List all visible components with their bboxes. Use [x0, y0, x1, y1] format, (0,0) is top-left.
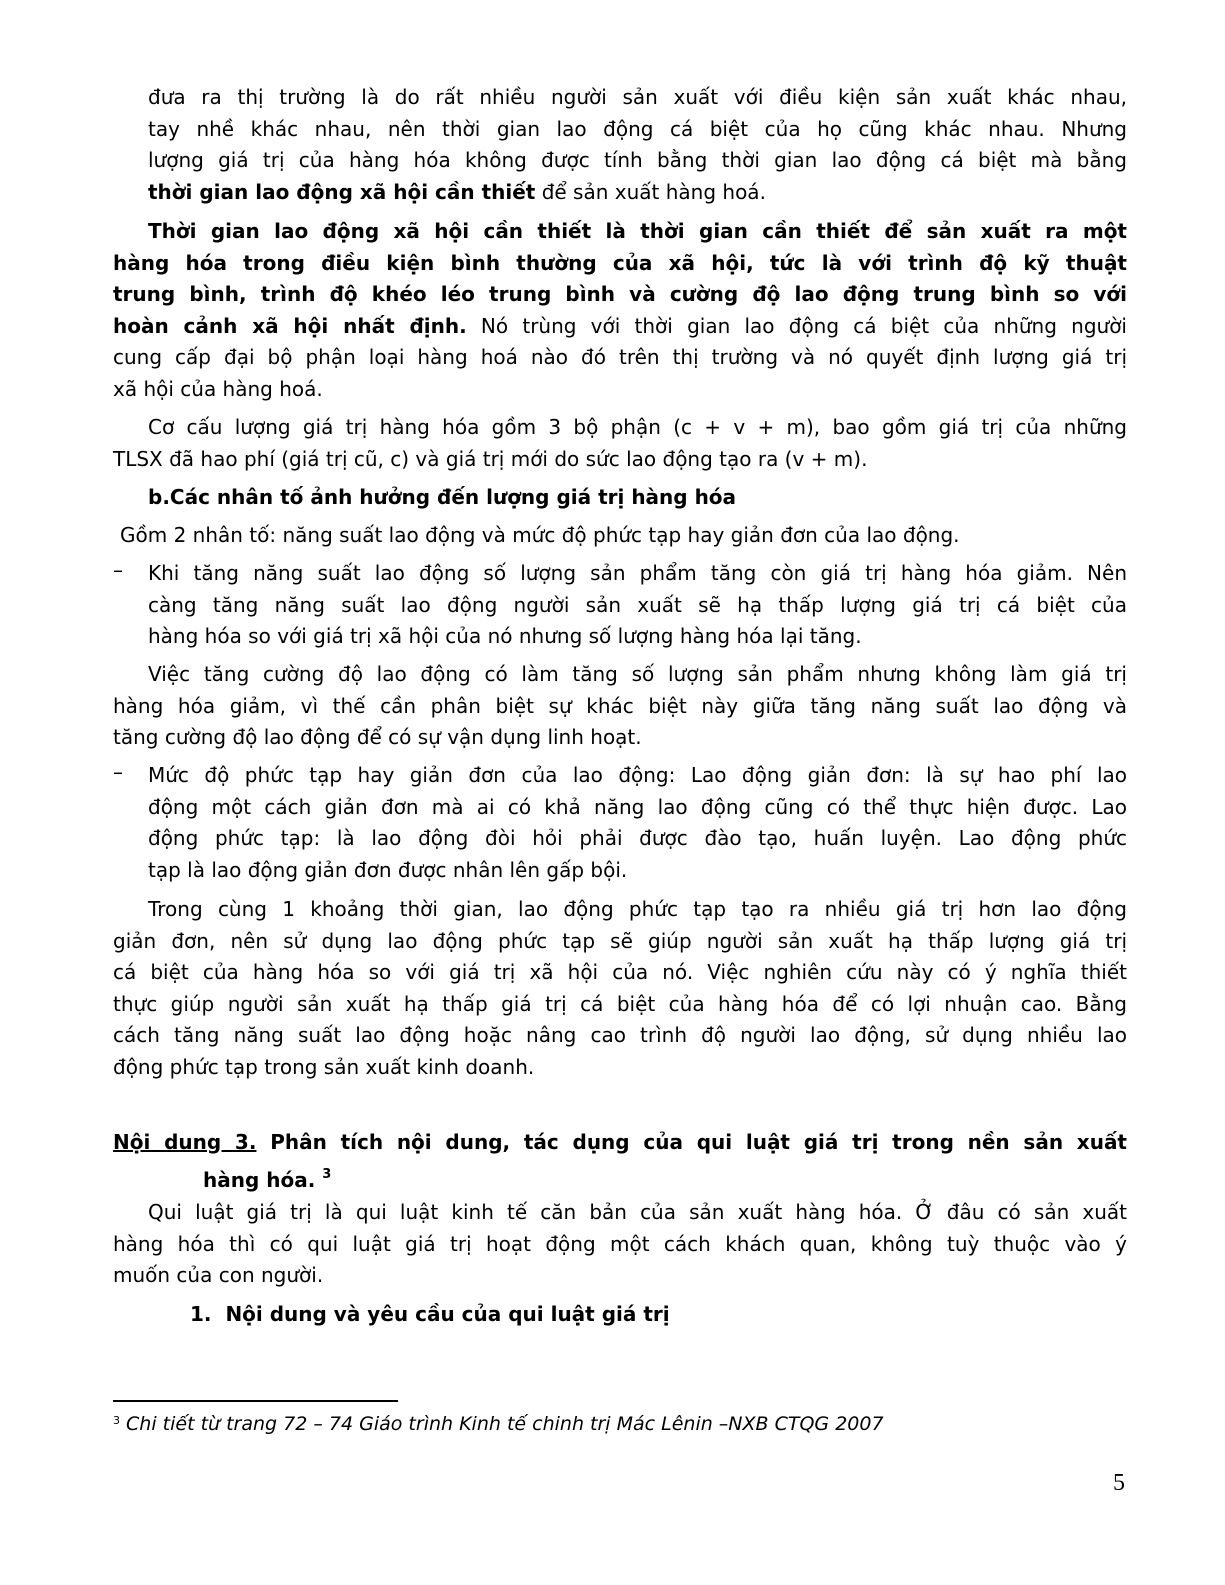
list-item-complexity [113, 760, 1127, 886]
paragraph-definition [113, 216, 1127, 406]
list-item-productivity [113, 558, 1127, 653]
footnote-text: Chi tiết từ trang 72 – 74 Giáo trình Kinh tế chinh trị Mác Lênin –NXB CTQG 2007 [120, 1413, 884, 1435]
text-line [113, 311, 1127, 343]
paragraph-structure [113, 412, 1127, 475]
section-label: Nội dung 3. [113, 1130, 257, 1154]
paragraph-1 [148, 82, 1127, 208]
text-span: Nó trùng với thời gian lao động cá biệt của những người [466, 313, 1127, 338]
paragraph-complex-labor [113, 894, 1127, 1084]
heading-b: b.Các nhân tố ảnh hưởng đến lượng giá trị hàng hóa [148, 485, 737, 509]
text-line: giản đơn, nên sử dụng lao động phức tạp sẽ giúp người sản xuất hạ thấp lượng giá trị [113, 928, 1127, 953]
text-line [113, 1127, 1127, 1159]
footnote-separator [113, 1400, 398, 1402]
text-line: thực giúp người sản xuất hạ thấp giá trị cá biệt của hàng hóa để có lợi nhuận cao. Bằng [113, 991, 1127, 1016]
text-line: hàng hóa thì có qui luật giá trị hoạt động một cách khách quan, không tuỳ thuộc vào ý [113, 1231, 1127, 1256]
footnote-reference[interactable]: 3 [322, 1166, 332, 1182]
section-title: hàng hóa. [203, 1167, 316, 1192]
text-line: xã hội của hàng hoá. [113, 376, 323, 401]
text-line: Trong cùng 1 khoảng thời gian, lao động phức tạp tạo ra nhiều giá trị hơn lao động [148, 897, 1127, 921]
text-line: tạp là lao động giản đơn được nhân lên gấp bội. [148, 857, 628, 882]
footnote-marker: 3 [113, 1414, 120, 1427]
text-line: hàng hóa giảm, vì thế cần phân biệt sự khác biệt này giữa tăng năng suất lao động và [113, 693, 1127, 718]
text-line: động phức tạp: là lao động đòi hỏi phải được đào tạo, huấn luyện. Lao động phức [148, 826, 1127, 851]
text-line: động một cách giản đơn mà ai có khả năng lao động cũng có thể thực hiện được. Lao [148, 794, 1127, 819]
text-line: càng tăng năng suất lao động người sản xuất sẽ hạ thấp lượng giá trị cá biệt của [148, 592, 1127, 617]
text-line: tay nhề khác nhau, nên thời gian lao động cá biệt của họ cũng khác nhau. Nhưng [148, 116, 1127, 141]
text-line: trung bình, trình độ khéo léo trung bình và cường độ lao động trung bình so với [113, 282, 1127, 307]
page-number: 5 [1113, 1470, 1125, 1496]
text-line: đưa ra thị trường là do rất nhiều người sản xuất với điều kiện sản xuất khác nhau, [148, 85, 1127, 109]
text-line: cá biệt của hàng hóa so với giá trị xã hội của nó. Việc nghiên cứu này có ý nghĩa thiết [113, 960, 1127, 985]
text-line: muốn của con người. [113, 1263, 324, 1288]
bullet-dash: – [113, 760, 123, 784]
text-line: cách tăng năng suất lao động hoặc nâng cao trình độ người lao động, sử dụng nhiều lao [113, 1023, 1127, 1048]
text-line: Qui luật giá trị là qui luật kinh tế căn bản của sản xuất hàng hóa. Ở đâu có sản xuất [148, 1200, 1127, 1224]
text-line: TLSX đã hao phí (giá trị cũ, c) và giá trị mới do sức lao động tạo ra (v + m). [113, 446, 868, 471]
paragraph-intensity [113, 659, 1127, 754]
text-line: Mức độ phức tạp hay giản đơn của lao động: Lao động giản đơn: là sự hao phí lao [148, 763, 1127, 787]
bullet-dash: – [113, 558, 123, 582]
text-line: Khi tăng năng suất lao động số lượng sản phẩm tăng còn giá trị hàng hóa giảm. Nên [148, 561, 1127, 585]
text-line: động phức tạp trong sản xuất kinh doanh. [113, 1054, 535, 1079]
heading-1: 1. Nội dung và yêu cầu của qui luật giá trị [190, 1302, 670, 1326]
bold-term: thời gian lao động xã hội cần thiết [148, 179, 536, 204]
text-line: Thời gian lao động xã hội cần thiết là thời gian cần thiết để sản xuất ra một [148, 219, 1127, 243]
text-line: Cơ cấu lượng giá trị hàng hóa gồm 3 bộ phận (c + v + m), bao gồm giá trị của những [148, 415, 1127, 439]
paragraph-law-of-value [113, 1197, 1127, 1292]
section-3-heading [113, 1127, 1127, 1190]
footnote [113, 1413, 884, 1435]
text-line: lượng giá trị của hàng hóa không được tính bằng thời gian lao động cá biệt mà bằng [148, 148, 1127, 173]
text-line: cung cấp đại bộ phận loại hàng hoá nào đó trên thị trường và nó quyết định lượng giá trị [113, 345, 1127, 370]
paragraph-factors: Gồm 2 nhân tố: năng suất lao động và mức độ phức tạp hay giản đơn của lao động. [120, 523, 960, 547]
bold-term: hoàn cảnh xã hội nhất định. [113, 313, 467, 338]
section-title: Phân tích nội dung, tác dụng của qui luật giá trị trong nền sản xuất [256, 1130, 1127, 1154]
text-line: tăng cường độ lao động để có sự vận dụng linh hoạt. [113, 725, 642, 750]
text-line: Việc tăng cường độ lao động có làm tăng số lượng sản phẩm nhưng không làm giá trị [148, 662, 1127, 686]
text-span: để sản xuất hàng hoá. [535, 179, 766, 204]
text-line: hàng hóa trong điều kiện bình thường của xã hội, tức là với trình độ kỹ thuật [113, 250, 1127, 275]
text-line [148, 177, 1127, 209]
text-line: hàng hóa so với giá trị xã hội của nó nhưng số lượng hàng hóa lại tăng. [148, 624, 862, 649]
text-line [113, 1159, 1127, 1191]
